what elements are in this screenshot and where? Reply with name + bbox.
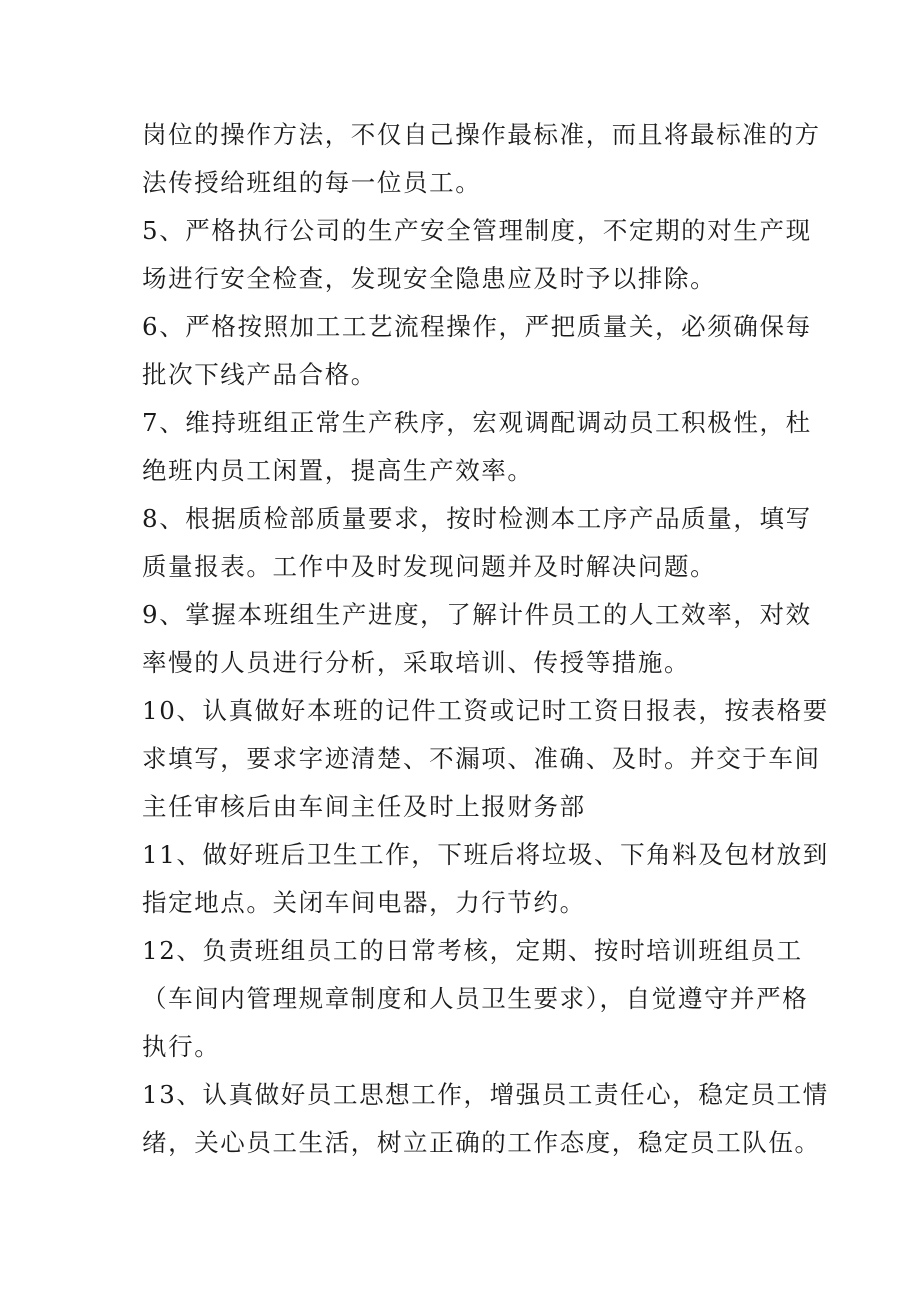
text-line: 7、维持班组正常生产秩序，宏观调配调动员工积极性，杜 — [142, 408, 812, 437]
text-line: 法传授给班组的每一位员工。 — [142, 168, 482, 197]
text-line: 11、做好班后卫生工作，下班后将垃圾、下角料及包材放到 — [142, 840, 829, 869]
text-line: 质量报表。工作中及时发现问题并及时解决问题。 — [142, 552, 717, 581]
text-line: 主任审核后由车间主任及时上报财务部 — [142, 792, 586, 821]
text-line: 6、严格按照加工工艺流程操作，严把质量关，必须确保每 — [142, 312, 812, 341]
text-line: 12、负责班组员工的日常考核，定期、按时培训班组员工 — [142, 936, 803, 965]
text-line: 指定地点。关闭车间电器，力行节约。 — [142, 888, 586, 917]
text-line: 率慢的人员进行分析，采取培训、传授等措施。 — [142, 648, 691, 677]
text-line: 8、根据质检部质量要求，按时检测本工序产品质量，填写 — [142, 504, 812, 533]
text-line: （车间内管理规章制度和人员卫生要求），自觉遵守并严格 — [142, 984, 809, 1013]
text-line: 批次下线产品合格。 — [142, 360, 377, 389]
text-line: 岗位的操作方法，不仅自己操作最标准，而且将最标准的方 — [142, 120, 821, 149]
text-line: 10、认真做好本班的记件工资或记时工资日报表，按表格要 — [142, 696, 829, 725]
text-line: 13、认真做好员工思想工作，增强员工责任心，稳定员工情 — [142, 1080, 829, 1109]
text-line: 绝班内员工闲置，提高生产效率。 — [142, 456, 534, 485]
text-line: 5、严格执行公司的生产安全管理制度，不定期的对生产现 — [142, 216, 812, 245]
text-line: 场进行安全检查，发现安全隐患应及时予以排除。 — [142, 264, 717, 293]
text-line: 求填写，要求字迹清楚、不漏项、准确、及时。并交于车间 — [142, 744, 821, 773]
text-line: 9、掌握本班组生产进度，了解计件员工的人工效率，对效 — [142, 600, 812, 629]
text-line: 执行。 — [142, 1032, 221, 1061]
text-line: 绪，关心员工生活，树立正确的工作态度，稳定员工队伍。 — [142, 1128, 821, 1157]
